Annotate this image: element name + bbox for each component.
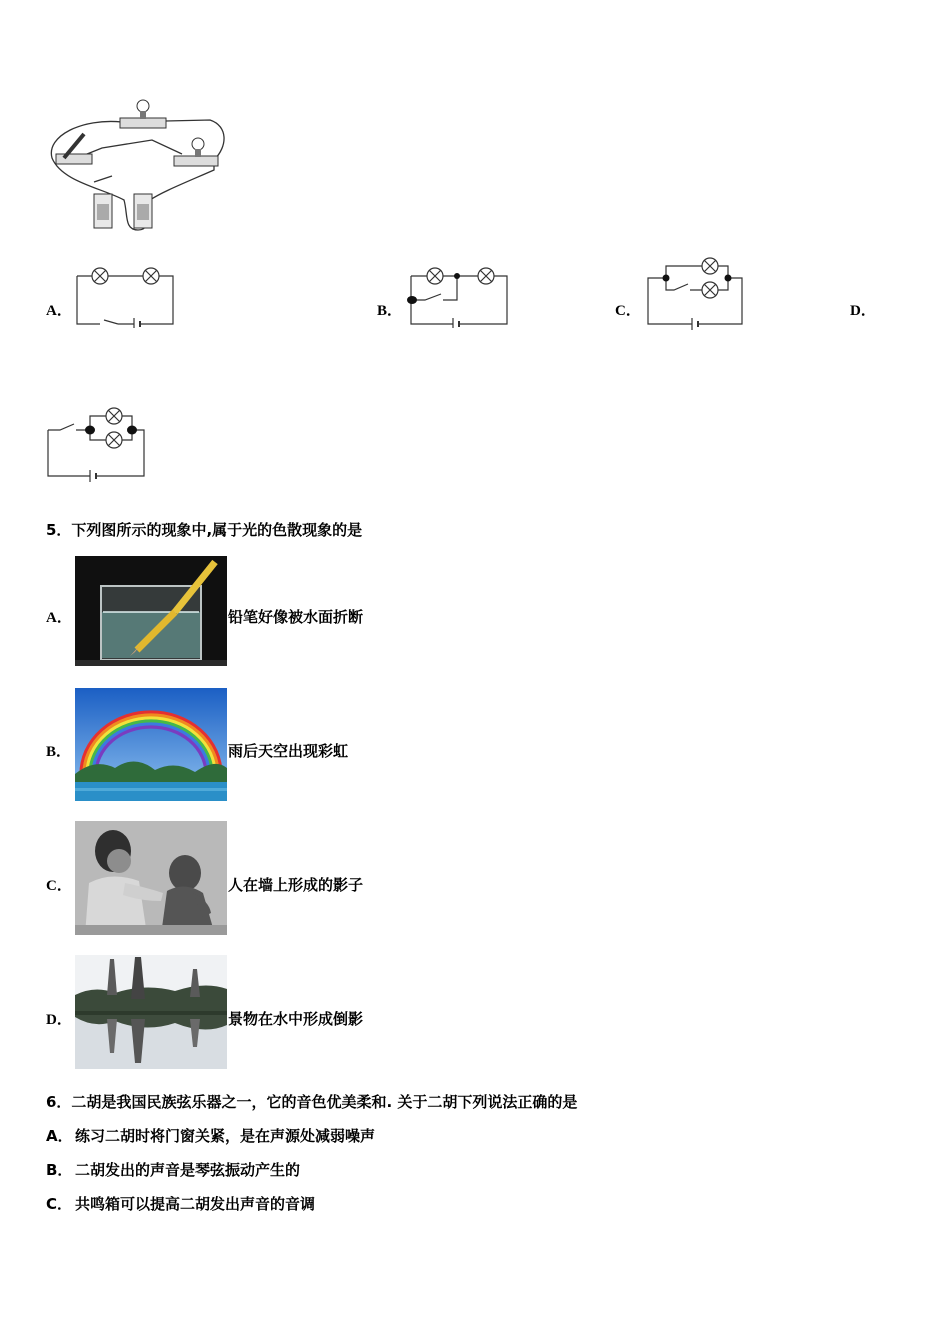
- circuit-diagram-a: [74, 266, 176, 328]
- q5-option-d-label: D．: [46, 1012, 72, 1028]
- q5-option-d-text: 景物在水中形成倒影: [228, 1010, 364, 1028]
- option-d-label: D．: [850, 303, 876, 319]
- q6-option-c-text: 共鸣箱可以提高二胡发出声音的音调: [75, 1195, 316, 1213]
- q5-option-c-label: C．: [46, 878, 72, 894]
- q5-option-a-text: 铅笔好像被水面折断: [228, 608, 364, 626]
- shadow-on-wall-photo: [75, 821, 227, 935]
- option-b-label: B．: [377, 303, 403, 319]
- q5-option-b-text: 雨后天空出现彩虹: [228, 742, 349, 760]
- q6-option-c-label: C．: [46, 1195, 73, 1213]
- q6-option-b-text: 二胡发出的声音是琴弦振动产生的: [75, 1161, 301, 1179]
- question-6-stem: 6．二胡是我国民族弦乐器之一，它的音色优美柔和. 关于二胡下列说法正确的是: [46, 1093, 578, 1111]
- circuit-diagram-d: [44, 404, 148, 484]
- pagoda-reflection-photo: [75, 955, 227, 1069]
- q6-option-a-label: A．: [46, 1127, 73, 1145]
- physical-circuit-figure: [42, 96, 242, 234]
- rainbow-photo: [75, 688, 227, 801]
- pencil-in-water-photo: [75, 556, 227, 666]
- q5-option-b-label: B．: [46, 744, 72, 760]
- q5-option-c-text: 人在墙上形成的影子: [228, 876, 364, 894]
- q6-option-b-label: B．: [46, 1161, 73, 1179]
- option-c-label: C．: [615, 303, 641, 319]
- question-5-stem: 5．下列图所示的现象中,属于光的色散现象的是: [46, 521, 363, 539]
- q6-option-a-text: 练习二胡时将门窗关紧，是在声源处减弱噪声: [75, 1127, 376, 1145]
- option-a-label: A．: [46, 303, 72, 319]
- q5-option-a-label: A．: [46, 610, 72, 626]
- circuit-diagram-b: [405, 266, 511, 328]
- circuit-diagram-c: [644, 256, 746, 330]
